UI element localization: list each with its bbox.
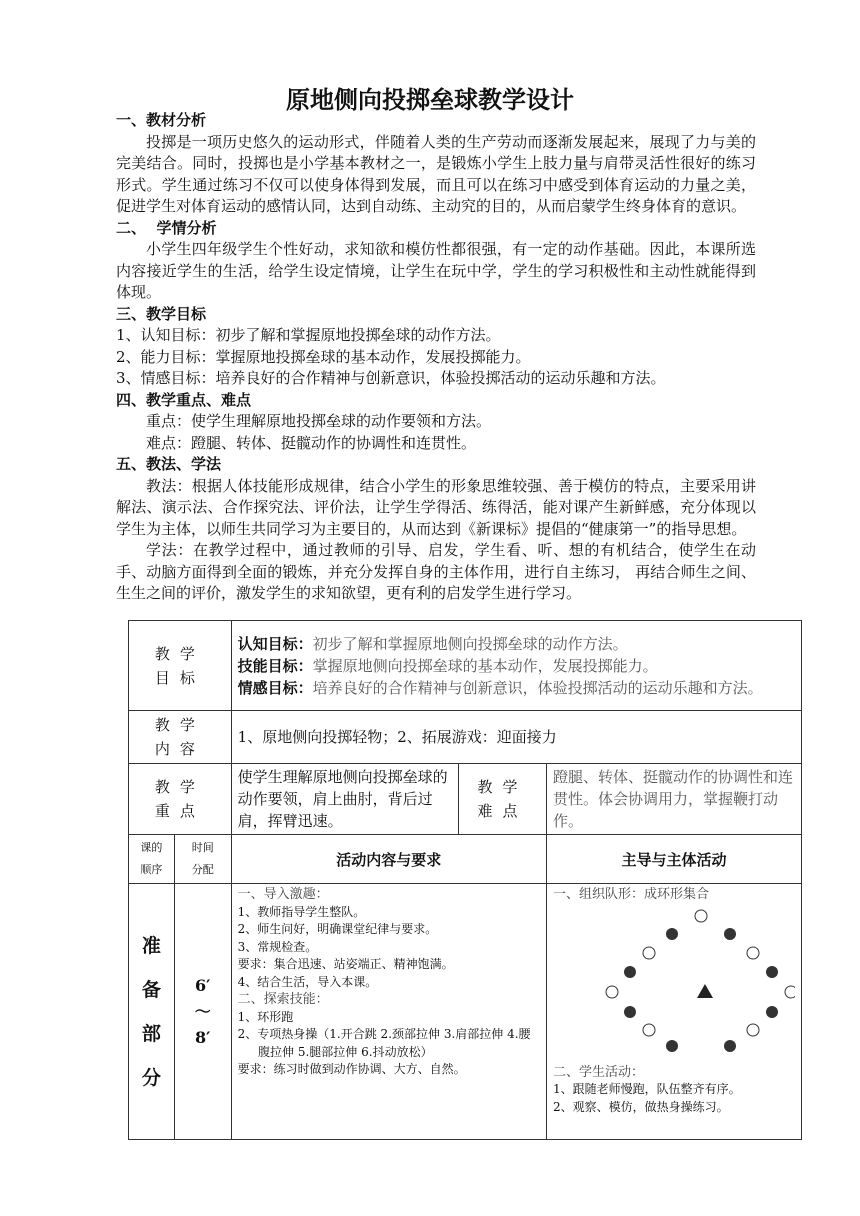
section-heading: 三、教学目标 (116, 304, 207, 323)
content-label-cell (129, 711, 232, 764)
col-activity-header: 活动内容与要求 (231, 835, 546, 884)
goal-label: 认知目标： (237, 634, 313, 653)
student-filled-marker (724, 928, 736, 940)
col-order-header: 课的顺序 (129, 835, 175, 884)
activity-subheading: 二、探索技能： (237, 992, 329, 1007)
main-line: 1、跟随老师慢跑，队伍整齐有序。 (552, 1082, 741, 1096)
key-label: 教学重点 (154, 778, 205, 820)
paragraph: 投掷是一项历史悠久的运动形式，伴随着人类的生产劳动而逐渐发展起来，展现了力与美的完美结合。同时，投掷也是小学基本教材之一，是锻炼小学生上肢力量与肩带灵活性很好的练习形式。学生通过练习不仅可以使身体得到发展，而且可以在练习中感受到体育运动的力量之美，促进学生对体育运动的感情认同，达到自动练、主动究的目的，从而启蒙学生终身体育的意识。 (116, 132, 756, 215)
student-open-marker (643, 947, 655, 959)
paragraph: 重点：使学生理解原地投掷垒球的动作要领和方法。 (146, 412, 492, 430)
activity-line: 2、专项热身操（1.开合跳 2.颈部拉伸 3.肩部拉伸 4.腰腹拉伸 5.腿部拉伸 6.抖动放松） (237, 1027, 531, 1059)
goals-label-cell (129, 621, 232, 711)
section-heading: 二、 学情分析 (116, 218, 217, 237)
page-title: 原地侧向投掷垒球教学设计 (286, 86, 574, 114)
lesson-plan-table (128, 620, 802, 1140)
paragraph: 难点：蹬腿、转体、挺髋动作的协调性和连贯性。 (146, 433, 477, 452)
activity-line: 3、常规检查。 (237, 939, 318, 954)
document-body (116, 110, 756, 605)
student-filled-marker (666, 928, 678, 940)
part-label: 准备部分 (141, 934, 161, 1089)
student-open-marker (785, 986, 795, 998)
student-filled-marker (624, 1006, 636, 1018)
student-open-marker (606, 986, 618, 998)
time-cell (174, 884, 231, 1140)
goals-label: 教学目标 (154, 644, 205, 687)
activity-line: 要求：集合迅速、站姿端正、精神饱满。 (237, 957, 454, 971)
key-label-cell (129, 764, 232, 835)
paragraph: 学法：在教学过程中，通过教师的引导、启发，学生看、听、想的有机结合，使学生在动手、动脑方面得到全面的锻炼，并充分发挥自身的主体作用，进行自主练习， 再结合师生之间、生生之间的评价，激发学生的求知欲望，更有利的启发学生进行学习。 (116, 541, 756, 602)
student-filled-marker (766, 966, 778, 978)
part-cell (129, 884, 175, 1140)
goal-line: 1、认知目标：初步了解和掌握原地投掷垒球的动作方法。 (116, 326, 501, 344)
main-subheading: 二、学生活动： (552, 1064, 644, 1080)
student-filled-marker (666, 1040, 678, 1052)
content-cell: 1、原地侧向投掷轻物；2、拓展游戏：迎面接力 (231, 711, 801, 764)
student-filled-marker (624, 966, 636, 978)
activity-line: 要求：练习时做到动作协调、大方、自然。 (237, 1062, 466, 1076)
main-subheading: 一、组织队形：成环形集合 (552, 887, 709, 902)
time-label: 6′ ～ 8′ (194, 975, 211, 1047)
activity-line: 1、环形跑 (237, 1009, 294, 1024)
section-heading: 四、教学重点、难点 (116, 390, 252, 409)
main-line: 2、观察、模仿，做热身操练习。 (552, 1099, 729, 1114)
col-main-header: 主导与主体活动 (546, 835, 801, 884)
student-open-marker (747, 947, 759, 959)
student-filled-marker (766, 1006, 778, 1018)
goals-cell (231, 621, 801, 711)
goal-text: 培养良好的合作精神与创新意识，体验投掷活动的运动乐趣和方法。 (312, 678, 763, 697)
diff-cell: 蹬腿、转体、挺髋动作的协调性和连贯性。体会协调用力，掌握鞭打动作。 (546, 764, 801, 835)
key-cell: 使学生理解原地侧向投掷垒球的动作要领，肩上曲肘，背后过肩，挥臂迅速。 (231, 764, 458, 835)
goal-label: 情感目标： (237, 678, 313, 697)
goal-line: 2、能力目标：掌握原地投掷垒球的基本动作，发展投掷能力。 (116, 347, 531, 366)
paragraph: 小学生四年级学生个性好动，求知欲和模仿性都很强，有一定的动作基础。因此，本课所选内容接近学生的生活，给学生设定情境，让学生在玩中学，学生的学习积极性和主动性就能得到体现。 (116, 240, 756, 301)
diff-label: 教学难点 (477, 778, 528, 820)
goal-label: 技能目标： (237, 656, 313, 675)
goal-text: 掌握原地侧向投掷垒球的基本动作，发展投掷能力。 (312, 656, 658, 675)
content-label: 教学内容 (154, 716, 205, 758)
diff-label-cell (458, 764, 546, 835)
col-time-header: 时间分配 (174, 835, 231, 884)
paragraph: 教法：根据人体技能形成规律，结合小学生的形象思维较强、善于模仿的特点，主要采用讲解法、演示法、合作探究法、评价法，让学生学得活、练得活，能对课产生新鲜感，充分体现以学生为主体，以师生共同学习为主要目的，从而达到《新课标》提倡的“健康第一”的指导思想。 (116, 476, 756, 538)
activity-line: 4、结合生活，导入本课。 (237, 974, 378, 989)
activity-line: 2、师生问好，明确课堂纪律与要求。 (237, 922, 438, 936)
student-open-marker (747, 1024, 759, 1036)
activity-subheading: 一、导入激趣： (237, 887, 329, 902)
section-heading: 一、教材分析 (116, 111, 207, 129)
student-open-marker (695, 910, 707, 922)
activity-cell (231, 884, 546, 1140)
goal-line: 3、情感目标：培养良好的合作精神与创新意识，体验投掷活动的运动乐趣和方法。 (116, 369, 666, 387)
section-heading: 五、教法、学法 (116, 455, 222, 473)
teacher-triangle-icon (697, 984, 713, 998)
main-activity-cell (546, 884, 801, 1140)
student-open-marker (643, 1024, 655, 1036)
ring-formation-diagram (605, 908, 795, 1058)
activity-line: 1、教师指导学生整队。 (237, 904, 366, 919)
goal-text: 初步了解和掌握原地侧向投掷垒球的动作方法。 (312, 634, 628, 653)
student-filled-marker (724, 1040, 736, 1052)
